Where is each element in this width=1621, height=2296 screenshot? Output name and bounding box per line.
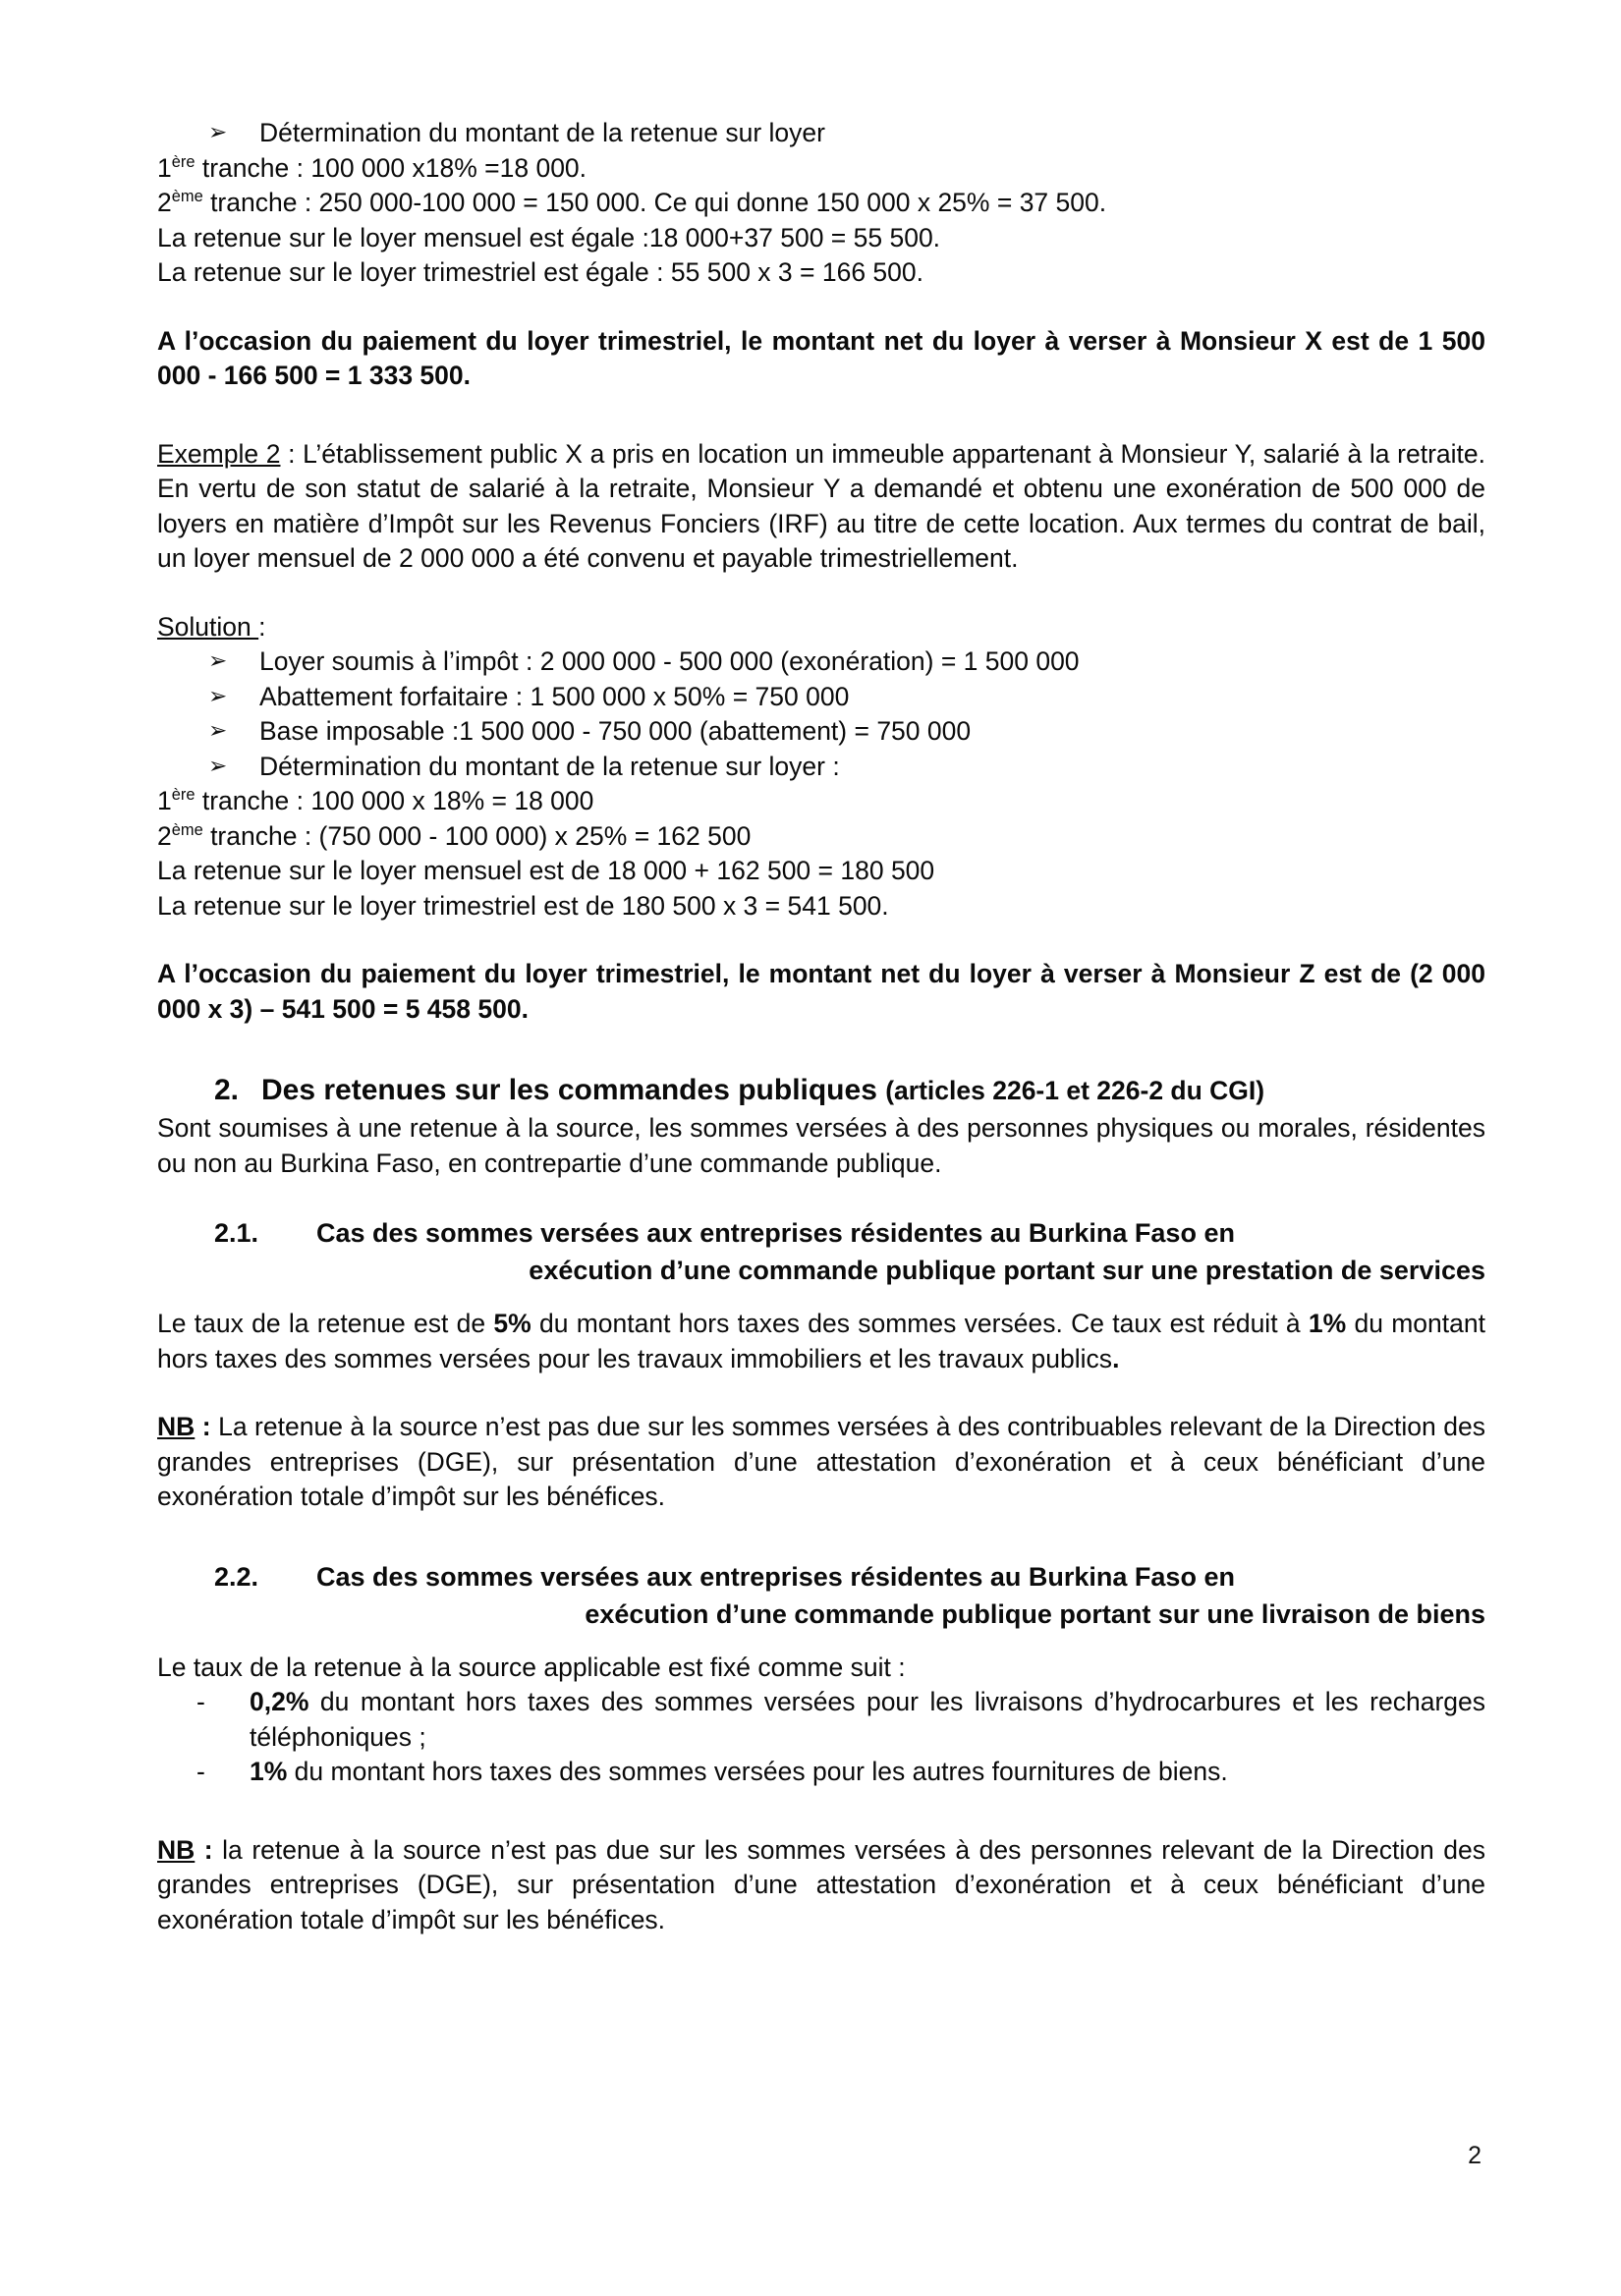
subsection-2-2-title [316, 1558, 1485, 1633]
list-item-label: Abattement forfaitaire : 1 500 000 x 50% = 750 000 [259, 681, 850, 711]
solution-retenue-trimestrielle-line: La retenue sur le loyer trimestriel est de 180 500 x 3 = 541 500. [157, 890, 889, 921]
arrow-bullet-icon: ➢ [208, 753, 228, 779]
list-item [157, 1755, 1485, 1790]
arrow-bullet-icon: ➢ [208, 683, 228, 709]
solution-retenue-mensuelle-line: La retenue sur le loyer mensuel est de 18 000 + 162 500 = 180 500 [157, 856, 935, 885]
solution-label-line [157, 610, 1485, 645]
rate-value: 1% [250, 1757, 288, 1786]
subsection-2-1-body-end: . [1112, 1343, 1120, 1373]
solution-label: Solution [157, 611, 259, 642]
section-2-heading [157, 1070, 1485, 1111]
solution-bullet-list [157, 644, 1485, 784]
section-2-number: 2. [214, 1074, 240, 1106]
nb-body: La retenue à la source n’est pas due sur les sommes versées à des contribuables relevant de la Direction des grandes entreprises (DGE), sur présentation d’une attestation d’exonération et à ceux bénéficiant d’une exonération totale d’impôt sur les bénéfices. [157, 1412, 1485, 1511]
list-item [157, 714, 1485, 750]
solution-tranche-2-line [157, 819, 1485, 855]
list-item [157, 116, 1485, 151]
tranche-2-rest: tranche : 250 000-100 000 = 150 000. Ce qui donne 150 000 x 25% = 37 500. [202, 188, 1107, 217]
determination-bullet-list [157, 116, 1485, 151]
arrow-bullet-icon: ➢ [208, 718, 228, 744]
arrow-bullet-icon: ➢ [208, 120, 228, 145]
list-item [157, 1685, 1485, 1755]
section-2-title [261, 1070, 1485, 1111]
list-item-label [250, 1685, 1485, 1755]
nb-label: NB [157, 1834, 196, 1865]
retenue-trimestrielle-line: La retenue sur le loyer trimestriel est égale : 55 500 x 3 = 166 500. [157, 257, 924, 287]
exemple-2-body: L’établissement public X a pris en location un immeuble appartenant à Monsieur Y, salarié à la retraite. En vertu de son statut de salarié à la retraite, Monsieur Y a demandé et obtenu une exonération de 500 000 de loyers en matière d’Impôt sur les Revenus Fonciers (IRF) au titre de cette location. Aux termes du contrat de bail, un loyer mensuel de 2 000 000 a été convenu et payable trimestriellement. [157, 438, 1486, 573]
exemple-2-label-suffix: : [280, 438, 304, 469]
solution-tranche-1-line [157, 784, 1485, 819]
nb-label-suffix: : [195, 1412, 219, 1441]
retenue-mensuelle-line: La retenue sur le loyer mensuel est égale :18 000+37 500 = 55 500. [157, 222, 941, 252]
subsection-2-1-body [157, 1307, 1485, 1376]
solution-label-suffix: : [258, 611, 266, 642]
list-item-label: Base imposable :1 500 000 - 750 000 (abattement) = 750 000 [259, 716, 972, 746]
rate-value: 0,2% [250, 1687, 309, 1716]
solution-tranche-2-superscript: ème [171, 820, 203, 839]
dash-bullet-icon: - [196, 1687, 205, 1716]
list-item [157, 644, 1485, 680]
subsection-2-2-title-line1: Cas des sommes versées aux entreprises résidentes au Burkina Faso en [316, 1561, 1235, 1592]
subsection-2-1-heading [157, 1214, 1485, 1289]
tranche-2-prefix: 2 [157, 188, 172, 217]
solution-tranche-2-prefix: 2 [157, 820, 172, 851]
bold-conclusion-monsieur-x: A l’occasion du paiement du loyer trimestriel, le montant net du loyer à verser à Monsieur X est de 1 500 000 - 166 500 = 1 333 500. [157, 325, 1485, 390]
tranche-1-prefix: 1 [157, 152, 172, 183]
subsection-2-2-title-line2: exécution d’une commande publique portant sur une livraison de biens [585, 1598, 1485, 1629]
nb-label: NB [157, 1412, 196, 1441]
nb-body: la retenue à la source n’est pas due sur les sommes versées à des personnes relevant de la Direction des grandes entreprises (DGE), sur présentation d’une attestation d’exonération et à ceux bénéficiant d’une exonération totale d’impôt sur les bénéfices. [157, 1834, 1485, 1934]
list-item [157, 750, 1485, 785]
rate-5-percent: 5% [493, 1309, 531, 1338]
subsection-2-1-title [316, 1214, 1485, 1289]
subsection-2-1-body-part1: Le taux de la retenue est de [157, 1309, 494, 1338]
subsection-2-1-number: 2.1. [214, 1218, 259, 1248]
list-item-label: Loyer soumis à l’impôt : 2 000 000 - 500 000 (exonération) = 1 500 000 [259, 646, 1080, 676]
rates-dash-list [157, 1685, 1485, 1790]
rate-description: du montant hors taxes des sommes versées pour les livraisons d’hydrocarbures et les recharges téléphoniques ; [250, 1687, 1485, 1752]
solution-tranche-1-rest: tranche : 100 000 x 18% = 18 000 [195, 786, 594, 815]
list-item-label [250, 1755, 1485, 1790]
page-number: 2 [1468, 2142, 1481, 2169]
tranche-1-line [157, 151, 1485, 187]
subsection-2-2-intro: Le taux de la retenue à la source applicable est fixé comme suit : [157, 1652, 906, 1682]
page-content [157, 116, 1485, 1937]
subsection-2-2-heading [157, 1558, 1485, 1633]
nb-label-suffix: : [195, 1834, 223, 1865]
solution-tranche-2-rest: tranche : (750 000 - 100 000) x 25% = 162 500 [202, 820, 752, 851]
exemple-2-paragraph [157, 437, 1485, 577]
list-item [157, 680, 1485, 715]
section-2-title-parenthetical: (articles 226-1 et 226-2 du CGI) [885, 1076, 1265, 1105]
subsection-2-1-body-part2: du montant hors taxes des sommes versées. Ce taux est réduit à [531, 1309, 1309, 1338]
subsection-2-1-title-line2: exécution d’une commande publique portant sur une prestation de services [529, 1256, 1485, 1285]
list-item-label: Détermination du montant de la retenue sur loyer : [259, 751, 840, 781]
subsection-2-1-title-line1: Cas des sommes versées aux entreprises résidentes au Burkina Faso en [316, 1218, 1235, 1248]
tranche-2-line [157, 186, 1485, 221]
exemple-2-label: Exemple 2 [157, 438, 281, 469]
tranche-1-rest: tranche : 100 000 x18% =18 000. [195, 152, 587, 183]
nb-paragraph-2 [157, 1833, 1485, 1938]
arrow-bullet-icon: ➢ [208, 648, 228, 674]
list-item-label: Détermination du montant de la retenue sur loyer [259, 118, 825, 147]
tranche-2-superscript: ème [171, 188, 203, 206]
section-2-intro: Sont soumises à une retenue à la source, les sommes versées à des personnes physiques ou morales, résidentes ou non au Burkina Faso, en contrepartie d’une commande publique. [157, 1113, 1485, 1178]
solution-tranche-1-superscript: ère [171, 786, 196, 805]
rate-1-percent: 1% [1308, 1309, 1347, 1338]
bold-conclusion-monsieur-z: A l’occasion du paiement du loyer trimestriel, le montant net du loyer à verser à Monsieur Z est de (2 000 000 x 3) – 541 500 = 5 458 500. [157, 959, 1485, 1024]
solution-tranche-1-prefix: 1 [157, 786, 172, 815]
subsection-2-2-number: 2.2. [214, 1561, 259, 1592]
dash-bullet-icon: - [196, 1757, 205, 1786]
nb-paragraph-1 [157, 1410, 1485, 1515]
rate-description: du montant hors taxes des sommes versées pour les autres fournitures de biens. [287, 1757, 1228, 1786]
subsection-2-1-body-part3: du montant hors taxes des sommes versées pour les travaux immobiliers et les travaux publics [157, 1309, 1485, 1373]
section-2-title-main: Des retenues sur les commandes publiques [261, 1074, 886, 1106]
tranche-1-superscript: ère [171, 152, 196, 171]
